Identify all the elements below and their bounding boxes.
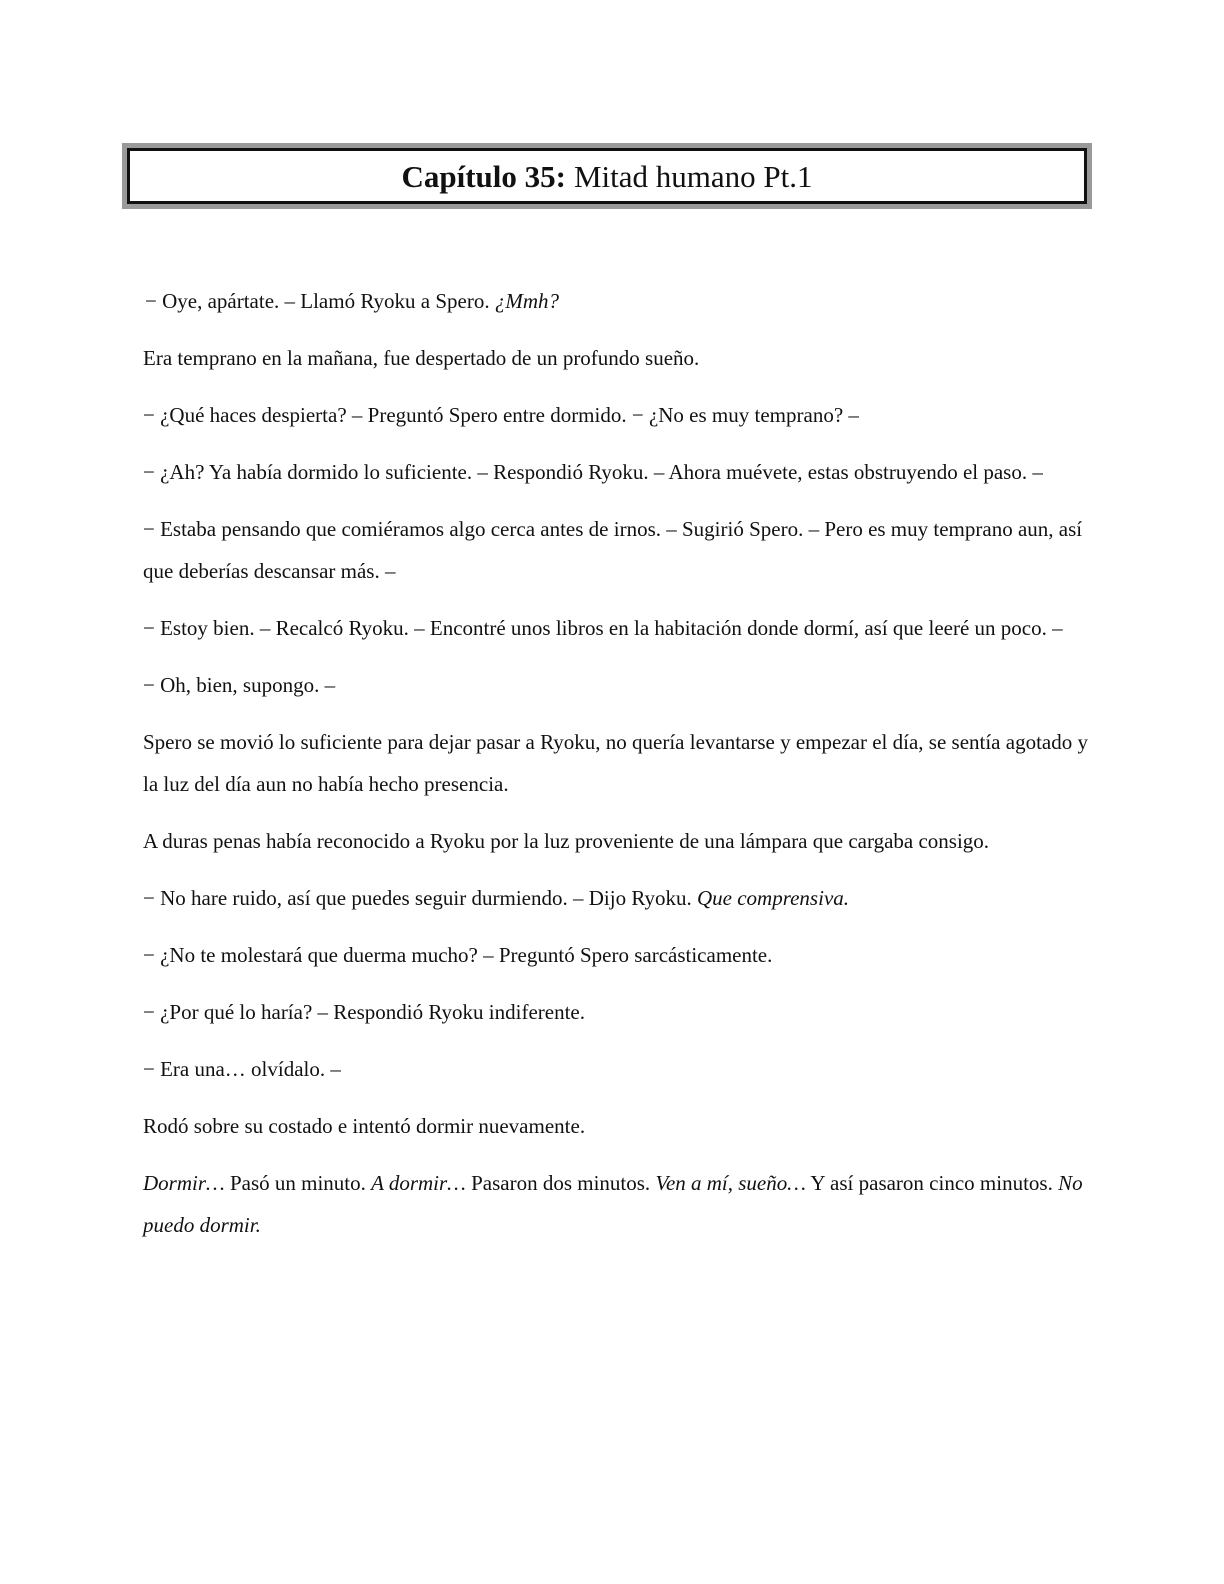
chapter-number: Capítulo 35:: [401, 158, 566, 194]
paragraph-14: Rodó sobre su costado e intentó dormir nuevamente.: [143, 1114, 586, 1138]
thought: ¿Mmh?: [494, 289, 559, 313]
paragraph-15: Dormir… Pasó un minuto. A dormir… Pasaron dos minutos. Ven a mí, sueño… Y así pasaron cinco minutos. No puedo dormir.: [143, 1171, 1083, 1237]
thought: No puedo dormir.: [143, 1171, 1083, 1237]
paragraph-6: − Estoy bien. – Recalcó Ryoku. – Encontré unos libros en la habitación donde dormí, así que leeré un poco. –: [143, 616, 1063, 640]
chapter-text: [143, 280, 1093, 1261]
chapter-name: Mitad humano Pt.1: [573, 158, 813, 194]
thought: A dormir…: [371, 1171, 466, 1195]
chapter-title: [127, 148, 1087, 204]
thought: Dormir…: [143, 1171, 225, 1195]
paragraph-2: Era temprano en la mañana, fue despertado de un profundo sueño.: [143, 346, 700, 370]
paragraph-10: − No hare ruido, así que puedes seguir durmiendo. – Dijo Ryoku. Que comprensiva.: [143, 886, 850, 910]
paragraph-9: A duras penas había reconocido a Ryoku por la luz proveniente de una lámpara que cargaba consigo.: [143, 829, 990, 853]
paragraph-13: − Era una… olvídalo. –: [143, 1057, 341, 1081]
paragraph-4: − ¿Ah? Ya había dormido lo suficiente. – Respondió Ryoku. – Ahora muévete, estas obstruyendo el paso. –: [143, 460, 1043, 484]
paragraph-3: − ¿Qué haces despierta? – Preguntó Spero entre dormido. − ¿No es muy temprano? –: [143, 403, 859, 427]
paragraph-11: − ¿No te molestará que duerma mucho? – Preguntó Spero sarcásticamente.: [143, 943, 773, 967]
paragraph-5: − Estaba pensando que comiéramos algo cerca antes de irnos. – Sugirió Spero. – Pero es muy temprano aun, así que deberías descansar más. –: [143, 517, 1083, 583]
paragraph-8: Spero se movió lo suficiente para dejar pasar a Ryoku, no quería levantarse y empezar el día, se sentía agotado y la luz del día aun no había hecho presencia.: [143, 730, 1088, 796]
thought: Que comprensiva.: [697, 886, 850, 910]
paragraph-12: − ¿Por qué lo haría? – Respondió Ryoku indiferente.: [143, 1000, 585, 1024]
paragraph-1: − Oye, apártate. – Llamó Ryoku a Spero. ¿Mmh?: [145, 289, 559, 313]
chapter-title-box: [122, 143, 1092, 209]
thought: Ven a mí, sueño…: [655, 1171, 806, 1195]
paragraph-7: − Oh, bien, supongo. –: [143, 673, 336, 697]
